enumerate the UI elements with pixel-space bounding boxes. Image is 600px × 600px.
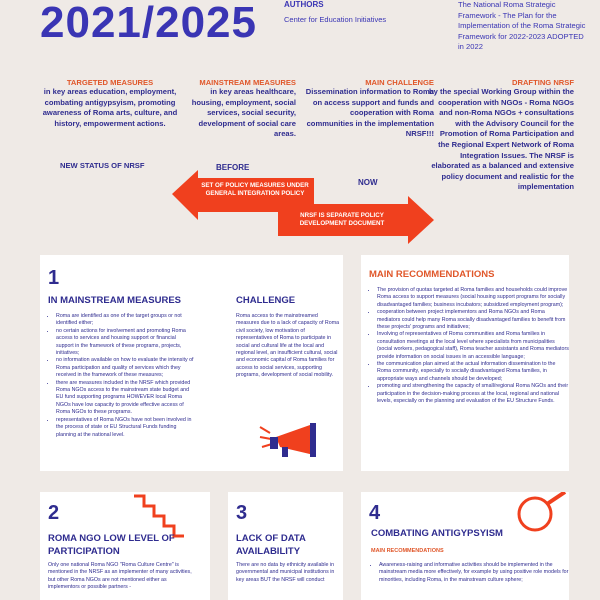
- column-mainstream-measures: [178, 78, 296, 140]
- authors-value: Center for Education Initiatives: [284, 15, 387, 24]
- card-subheading: MAIN RECOMMENDATIONS: [371, 548, 444, 554]
- before-text: SET OF POLICY MEASURES UNDER GENERAL INTEGRATION POLICY: [201, 182, 309, 197]
- column-text: in key areas education, employment, combating antigypsyism, promoting awareness of Roma arts, culture, and history, empowerment actions.: [42, 87, 178, 128]
- list-item: • The provision of quotas targeted at Roma families and households could improve Roma access to support measures (social housing support programs for socially disadvantaged families; business incubators; subsidized employment program);: [377, 287, 569, 309]
- now-label: NOW: [358, 178, 378, 187]
- card-number: 2: [48, 502, 60, 524]
- challenge-text: Roma access to the mainstreamed measures due to a lack of capacity of Roma civil society, low motivation of representatives of Roma to participate in social and cultural life at the local and regional level, an insufficient cultural, social and economic capital of Roma families for access to social services, supporting programs, development of social mobility.: [236, 313, 340, 379]
- list-item: • Awareness-raising and informative activities should be implemented in the mainstream media more effectively, for example by using positive role models for minorities, including Roma, in the mainstream culture sphere;: [379, 562, 569, 584]
- card4-bullets: [371, 562, 569, 584]
- list-item: • cooperation between project implementors and Roma NGOs and Roma mediators could help many Roma socially disadvantaged families to benefit from these projects' programs and initiatives;: [377, 309, 569, 331]
- list-item: • Roma are identified as one of the target groups or not identified either;: [56, 313, 194, 328]
- year-range: 2021/2025: [40, 0, 257, 47]
- card-data-availability: [228, 492, 343, 600]
- card-heading: IN MAINSTREAM MEASURES: [48, 295, 182, 306]
- card-heading: COMBATING ANTIGYPSYISM: [371, 528, 503, 539]
- column-text: Dissemination information to Roma on access support and funds and cooperation with Roma communities in the implementation NRSF!!!: [305, 87, 434, 139]
- list-item: • no certain actions for involvement and promoting Roma access to services and housing support or financial support in the framework of these programs, projects, initiatives;: [56, 328, 194, 358]
- card-main-recommendations: [361, 255, 569, 471]
- now-text: NRSF IS SEPARATE POLICY DEVELOPMENT DOCUMENT: [299, 212, 385, 227]
- column-text: in key areas healthcare, housing, employment, social services, social security, development of social care areas.: [191, 87, 296, 139]
- column-text: by the special Working Group within the cooperation with NGOs - Roma NGOs and non-Roma NGOs + consultations with the Advisory Council for the Promotion of Roma Participation and the Regional Expert Network of Roma Integration Issues. The NRSF is elaborated as a balanced and extensive policy document and realistic for the implementation: [429, 87, 574, 192]
- column-heading: MAIN CHALLENGE: [365, 78, 434, 87]
- column-targeted-measures: [40, 78, 180, 129]
- column-heading: MAINSTREAM MEASURES: [199, 78, 296, 87]
- column-drafting-nrsf: [428, 78, 574, 193]
- new-status-label: NEW STATUS OF NRSF: [60, 161, 145, 170]
- card-text: Only one national Roma NGO "Roma Culture Centre" is mentioned in the NRSF as an implementer of many activities, but other Roma NGOs are not mentioned either as implementors or possible partners -: [48, 562, 192, 591]
- card1-bullets: [48, 313, 194, 439]
- column-main-challenge: [302, 78, 434, 140]
- list-item: • promoting and strengthening the capacity of small/regional Roma NGOs and their participation in the decision-making process at the local, regional and national levels, especially on the planning and evaluation of the EU Structure Funds.: [377, 383, 569, 405]
- challenge-heading: CHALLENGE: [236, 295, 296, 306]
- magnifier-icon: [505, 492, 569, 536]
- list-item: • Involving of representatives of Roma communities and Roma families in consultation meetings at the local level where specialists from municipalities (social workers, pedagogical staff), Roma teacher assistants and Roma mediators provide information on social issues in an accessible language;: [377, 331, 569, 361]
- recommendations-heading: MAIN RECOMMENDATIONS: [369, 269, 495, 280]
- card-mainstream-measures: [40, 255, 343, 471]
- list-item: • no information available on how to evaluate the intensity of Roma participation and quality of services which they received in the framework of these measures;: [56, 357, 194, 379]
- card-text: There are no data by ethnicity available in governmental and municipal institutions in key areas BUT the NRSF will conduct: [236, 562, 335, 583]
- list-item: • the communication plan aimed at the actual information dissemination to the Roma community, especially to socially disadvantaged Roma families, in appropriate ways and channels should be developed;: [377, 361, 569, 383]
- card-number: 3: [236, 502, 248, 524]
- card-roma-ngo-participation: [40, 492, 210, 600]
- megaphone-icon: [258, 419, 328, 463]
- list-item: • there are measures included in the NRSF which provided Roma NGOs access to the mainstream state budget and EU fund supporting programs HOWEVER local Roma NGOs have low capacity to provide effective access of Roma NGOs to these programs.: [56, 380, 194, 417]
- column-heading: DRAFTING NRSF: [511, 78, 574, 87]
- card-combating-antigypsyism: [361, 492, 569, 600]
- card-number: 4: [369, 502, 381, 524]
- authors-label: AUTHORS: [284, 0, 324, 9]
- card-heading: ROMA NGO LOW LEVEL OF PARTICIPATION: [48, 533, 175, 557]
- card-heading: LACK OF DATA AVAILABILITY: [236, 533, 306, 557]
- column-heading: TARGETED MEASURES: [66, 78, 154, 87]
- framework-text: The National Roma Strategic Framework - The Plan for the Implementation of the Roma Strategic Framework for 2022-2023 ADOPTED in 2022: [458, 0, 586, 51]
- recommendation-bullets: [369, 287, 569, 406]
- card-number: 1: [48, 267, 60, 289]
- list-item: • representatives of Roma NGOs have not been involved in the process of state or EU Structural Funds funding planning at the national level.: [56, 417, 194, 439]
- before-label: BEFORE: [216, 163, 250, 172]
